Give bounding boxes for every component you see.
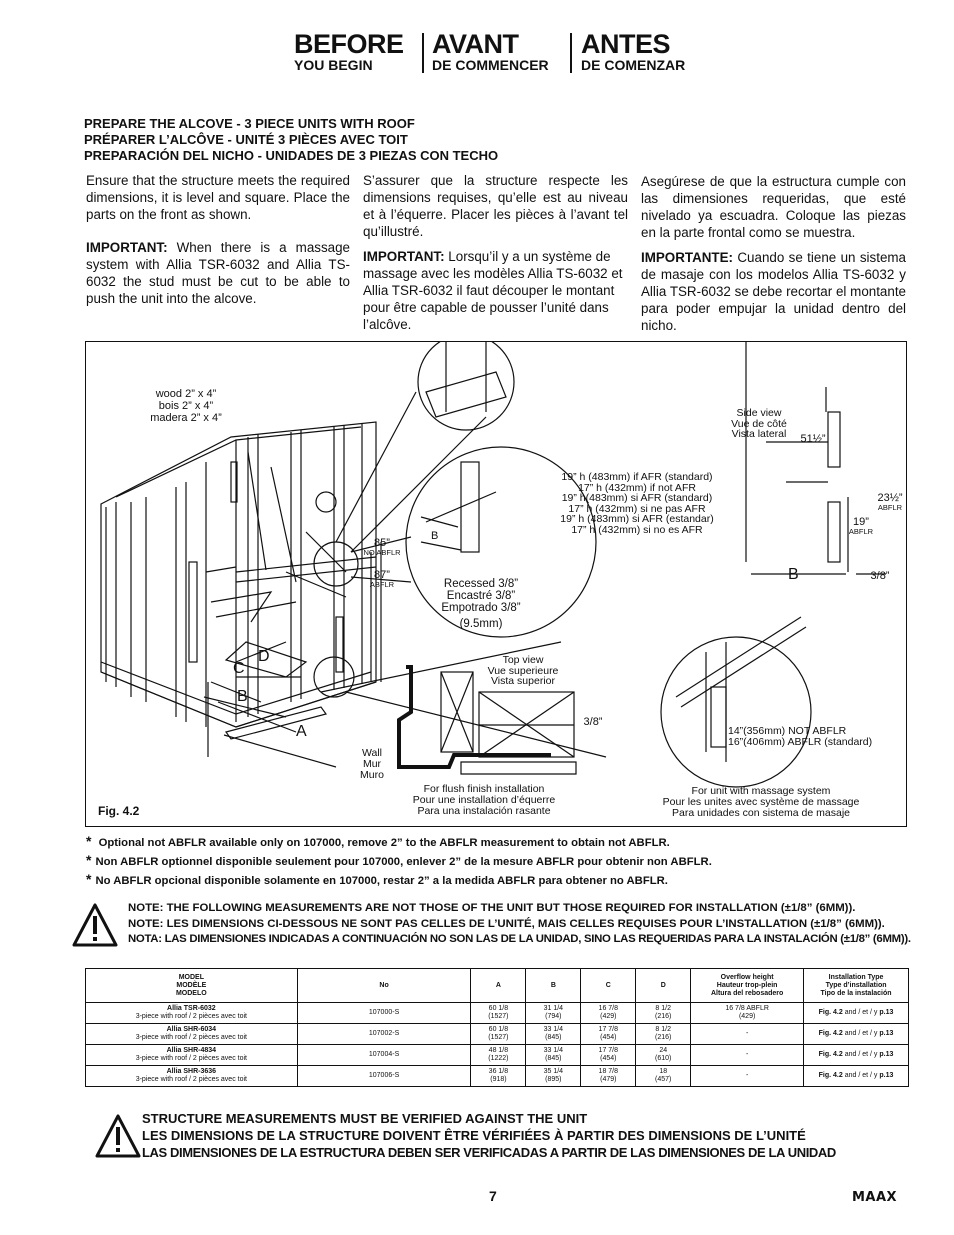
column-es-intro: Asegúrese de que la estructura cumple con las dimensiones requeridas, que esté nivelado ya escuadra. Coloque las piezas en la parte frontal como se muestra. <box>641 174 906 240</box>
recessed-label <box>426 578 536 630</box>
table-header-row <box>86 969 909 1003</box>
cell-c <box>581 1024 636 1045</box>
header-de-comenzar: DE COMENZAR <box>581 57 686 73</box>
section-title-fr: PRÉPARER L’ALCÔVE - UNITÉ 3 PIÈCES AVEC TOIT <box>84 132 408 147</box>
massage-dim-1: 14”(356mm) NOT ABFLR <box>728 725 847 737</box>
cell-d <box>636 1045 691 1066</box>
massage-es: Para unidades con sistema de masaje <box>671 807 851 819</box>
column-fr <box>363 172 628 349</box>
important-text: Cuando se tiene un sistema de masaje con los modelos Allia TS-6032 y Allia TSR-6032 se debe recortar el montante para poder empujar la unidad dentro del nicho. <box>641 250 906 333</box>
important-text: When there is a massage system with Allia TSR-6032 and Allia TS-6032 the stud must be cut to be able to push the unit into the alcove. <box>86 240 350 306</box>
cell-a <box>471 1024 526 1045</box>
value-in: 48 1/8 <box>488 1047 509 1054</box>
top-view-en: Top view <box>502 654 544 666</box>
model-desc: 3-piece with roof / 2 pièces avec toit <box>135 1076 247 1083</box>
dim-85: 85” <box>374 537 390 549</box>
massage-dims <box>728 726 906 748</box>
side-38: 3/8” <box>870 570 890 582</box>
cell-no: 107004-S <box>297 1045 471 1066</box>
top-view-fr: Vue superieure <box>487 664 559 677</box>
header-model-en: MODEL <box>178 973 204 981</box>
letter-b: B <box>237 688 248 705</box>
column-fr-important <box>363 248 628 333</box>
side-b-letter: B <box>788 566 799 583</box>
value-in: 33 1/4 <box>543 1047 564 1054</box>
value-in: 18 7/8 <box>598 1068 619 1075</box>
page-ref: p.13 <box>879 1030 894 1037</box>
cell-install <box>804 1024 909 1045</box>
letter-d: D <box>258 648 270 665</box>
dim-87-sub: ABFLR <box>369 580 395 589</box>
sep: and / et / y <box>844 1030 878 1037</box>
cell-install <box>804 1045 909 1066</box>
cell-d <box>636 1066 691 1087</box>
wall-fr: Mur <box>362 758 382 770</box>
model-desc: 3-piece with roof / 2 pièces avec toit <box>135 1034 247 1041</box>
verify-warning <box>142 1110 922 1161</box>
verify-fr: LES DIMENSIONS DE LA STRUCTURE DOIVENT ÊTRE VÉRIFIÉES À PARTIR DES DIMENSIONS DE L’UNITÉ <box>142 1128 806 1143</box>
wall-es: Muro <box>360 769 384 781</box>
table-row <box>86 1045 909 1066</box>
cell-model <box>86 1024 298 1045</box>
asterisk: * <box>86 852 92 868</box>
recessed-fr: Encastré 3/8” <box>446 590 516 602</box>
dim-19-label <box>846 516 876 536</box>
value-in: 36 1/8 <box>488 1068 509 1075</box>
model-desc: 3-piece with roof / 2 pièces avec toit <box>135 1013 247 1020</box>
col-b: B <box>526 969 581 1003</box>
value-mm: (429) <box>600 1013 617 1020</box>
note-en: NOTE: THE FOLLOWING MEASUREMENTS ARE NOT THOSE OF THE UNIT BUT THOSE REQUIRED FOR INSTALLATION (±1/8” (6MM)). <box>128 902 856 914</box>
col-no: No <box>297 969 471 1003</box>
value-in: 33 1/4 <box>543 1026 564 1033</box>
footnotes <box>86 834 906 888</box>
cell-a <box>471 1003 526 1024</box>
cell-overflow <box>691 1045 804 1066</box>
cell-c <box>581 1045 636 1066</box>
footnote-en-text: Optional not ABFLR available only on 107000, remove 2” to the ABFLR measurement to obtain not ABFLR. <box>98 837 670 849</box>
recessed-mm: (9.5mm) <box>459 618 503 630</box>
massage-dim-2: 16”(406mm) ABFLR (standard) <box>728 736 873 748</box>
sep: and / et / y <box>844 1009 878 1016</box>
asterisk: * <box>86 833 92 849</box>
recessed-es: Empotrado 3/8” <box>441 602 521 614</box>
side-view-fr: Vue de côté <box>731 417 787 430</box>
figure-4-2 <box>85 341 907 827</box>
verify-en: STRUCTURE MEASUREMENTS MUST BE VERIFIED AGAINST THE UNIT <box>142 1111 588 1126</box>
flush-en: For flush finish installation <box>423 783 545 795</box>
table-row <box>86 1024 909 1045</box>
cell-overflow <box>691 1024 804 1045</box>
fig-ref: Fig. 4.2 <box>818 1072 843 1079</box>
value-in: 31 1/4 <box>543 1005 564 1012</box>
model-table <box>85 968 909 1087</box>
header-de-commencer: DE COMMENCER <box>432 57 549 73</box>
value-in: 35 1/4 <box>543 1068 564 1075</box>
detail-b-letter: B <box>431 530 439 542</box>
table-row <box>86 1003 909 1024</box>
column-es-important <box>641 249 906 334</box>
measurement-notes <box>128 901 928 948</box>
wood-label-es: madera 2” x 4” <box>150 412 222 424</box>
section-title-en: PREPARE THE ALCOVE - 3 PIECE UNITS WITH ROOF <box>84 116 415 131</box>
wood-label-en: wood 2” x 4” <box>155 388 217 400</box>
header-divider <box>570 33 572 73</box>
header-overflow-es: Altura del rebosadero <box>710 989 784 997</box>
fig-ref: Fig. 4.2 <box>818 1030 843 1037</box>
sep: and / et / y <box>844 1072 878 1079</box>
afr-line: 17” h (432mm) si no es AFR <box>571 523 703 536</box>
value-in: 60 1/8 <box>488 1005 509 1012</box>
header-install-es: Tipo de la instalación <box>820 989 892 997</box>
afr-line: 19” h(483mm) si AFR (standard) <box>561 492 713 504</box>
cell-a <box>471 1045 526 1066</box>
afr-height-list <box>552 472 722 535</box>
section-title <box>84 116 498 164</box>
important-text: Lorsqu’il y a un système de massage avec les modèles Allia TS-6032 et Allia TSR-6032 il faut découper le montant pour être capable de pousser l’unité dans l’alcôve. <box>363 249 623 332</box>
header-install-fr: Type d’installation <box>825 981 887 989</box>
header-model-fr: MODÈLE <box>176 981 207 989</box>
note-es: NOTA: LAS DIMENSIONES INDICADAS A CONTINUACIÓN NO SON LAS DE LA UNIDAD, SINO LAS REQUERIDAS PARA LA INSTALACIÓN (±1/8” (6MM)). <box>128 933 911 945</box>
col-install <box>804 969 909 1003</box>
sep: and / et / y <box>844 1051 878 1058</box>
wood-label <box>136 388 236 424</box>
dim-51: 51½” <box>800 433 826 445</box>
column-en <box>86 172 350 323</box>
table-row <box>86 1066 909 1087</box>
value-mm: (216) <box>655 1034 672 1041</box>
dim-85-label <box>362 537 402 557</box>
cell-a <box>471 1066 526 1087</box>
wood-label-fr: bois 2” x 4” <box>158 400 214 412</box>
flush-label <box>404 784 564 817</box>
model-name: Allia TSR-6032 <box>167 1005 216 1012</box>
value-mm: (454) <box>600 1055 617 1062</box>
overflow-value: 16 7/8 ABFLR <box>725 1005 769 1012</box>
header-you-begin: YOU BEGIN <box>294 57 373 73</box>
value-mm: (479) <box>600 1076 617 1083</box>
model-name: Allia SHR-6034 <box>166 1026 217 1033</box>
value-mm: (845) <box>545 1034 562 1041</box>
cell-no: 107006-S <box>297 1066 471 1087</box>
value-in: 16 7/8 <box>598 1005 619 1012</box>
massage-en: For unit with massage system <box>691 785 831 797</box>
dim-23: 23½” <box>877 492 903 504</box>
page-ref: p.13 <box>879 1051 894 1058</box>
figure-caption: Fig. 4.2 <box>98 804 140 818</box>
dim-87-label <box>362 569 402 589</box>
cell-b <box>526 1066 581 1087</box>
important-label: IMPORTANTE: <box>641 250 733 265</box>
top-view-label <box>479 655 567 687</box>
col-model <box>86 969 298 1003</box>
dim-87: 87” <box>374 569 390 581</box>
cell-b <box>526 1003 581 1024</box>
value-mm: (794) <box>545 1013 562 1020</box>
value-mm: (895) <box>545 1076 562 1083</box>
value-mm: (454) <box>600 1034 617 1041</box>
cell-overflow <box>691 1066 804 1087</box>
dim-85-sub: NO ABFLR <box>363 548 401 557</box>
value-mm: (610) <box>655 1055 672 1062</box>
cell-overflow <box>691 1003 804 1024</box>
page-number: 7 <box>489 1188 497 1204</box>
cell-c <box>581 1003 636 1024</box>
top-38: 3/8” <box>583 716 603 728</box>
col-a: A <box>471 969 526 1003</box>
afr-line: 19” h (483mm) if AFR (standard) <box>561 471 713 483</box>
note-fr: NOTE: LES DIMENSIONS CI-DESSOUS NE SONT PAS CELLES DE L’UNITÉ, MAIS CELLES REQUISES POUR L’INSTALLATION (±1/8” (6MM)). <box>128 917 885 930</box>
value-mm: (457) <box>655 1076 672 1083</box>
value-in: 8 1/2 <box>655 1026 671 1033</box>
column-fr-intro: S’assurer que la structure respecte les dimensions requises, qu’elle est au niveau et à l’équerre. Placer les pièces à l’avant tel qu’illustré. <box>363 173 628 239</box>
flush-es: Para una instalación rasante <box>417 805 551 817</box>
afr-line: 17” h (432mm) if not AFR <box>578 481 696 494</box>
recessed-en: Recessed 3/8” <box>443 578 519 590</box>
section-title-es: PREPARACIÓN DEL NICHO - UNIDADES DE 3 PIEZAS CON TECHO <box>84 148 499 163</box>
important-label: IMPORTANT: <box>86 240 168 255</box>
overflow-value: - <box>745 1072 749 1079</box>
column-en-important <box>86 239 350 307</box>
cell-model <box>86 1003 298 1024</box>
dim-19: 19” <box>853 516 869 528</box>
important-label: IMPORTANT: <box>363 249 445 264</box>
afr-line: 17” h (432mm) si ne pas AFR <box>568 502 706 515</box>
wall-label <box>354 748 390 781</box>
verify-es: LAS DIMENSIONES DE LA ESTRUCTURA DEBEN SER VERIFICADAS A PARTIR DE LAS DIMENSIONES DE LA UNIDAD <box>142 1145 836 1160</box>
warning-triangle-icon <box>72 903 118 947</box>
footnote-fr-text: Non ABFLR optionnel disponible seulement pour 107000, enlever 2” de la mesure ABFLR pour obtenir non ABFLR. <box>95 856 712 868</box>
maax-logo: MAAX <box>852 1190 898 1205</box>
cell-no: 107000-S <box>297 1003 471 1024</box>
column-es <box>641 173 906 350</box>
value-mm: (845) <box>545 1055 562 1062</box>
dim-23-sub: ABFLR <box>877 503 903 512</box>
header-avant: AVANT <box>432 29 519 59</box>
value-mm: (216) <box>655 1013 672 1020</box>
header-before: BEFORE <box>294 29 404 59</box>
side-view-en: Side view <box>736 407 782 419</box>
asterisk: * <box>86 871 92 887</box>
value-mm: (1527) <box>488 1034 509 1041</box>
page-ref: p.13 <box>879 1009 894 1016</box>
cell-install <box>804 1003 909 1024</box>
flush-fr: Pour une installation d’équerre <box>412 794 556 806</box>
fig-ref: Fig. 4.2 <box>818 1009 843 1016</box>
fig-ref: Fig. 4.2 <box>818 1051 843 1058</box>
col-d: D <box>636 969 691 1003</box>
header-model-es: MODELO <box>175 989 207 997</box>
alcove-frame-outline <box>101 422 376 727</box>
value-in: 8 1/2 <box>655 1005 671 1012</box>
value-mm: (1222) <box>488 1055 509 1062</box>
warning-triangle-icon <box>95 1114 141 1158</box>
overflow-mm: (429) <box>738 1013 756 1020</box>
overflow-value: - <box>745 1030 749 1037</box>
letter-a: A <box>296 723 307 740</box>
model-desc: 3-piece with roof / 2 pièces avec toit <box>135 1055 247 1062</box>
massage-label <box>646 786 876 819</box>
cell-b <box>526 1024 581 1045</box>
value-in: 17 7/8 <box>598 1047 619 1054</box>
header-antes: ANTES <box>581 29 671 59</box>
overflow-value: - <box>745 1051 749 1058</box>
afr-line: 19” h (483mm) si AFR (estandar) <box>560 513 714 525</box>
header-install-en: Installation Type <box>828 973 884 981</box>
cell-no: 107002-S <box>297 1024 471 1045</box>
top-view-es: Vista superior <box>490 675 555 687</box>
side-view-label <box>721 408 797 440</box>
footnote-es-text: No ABFLR opcional disponible solamente en 107000, restar 2” a la medida ABFLR para obtener no ABFLR. <box>95 875 668 887</box>
side-view-es: Vista lateral <box>731 428 787 440</box>
col-overflow <box>691 969 804 1003</box>
value-in: 17 7/8 <box>598 1026 619 1033</box>
footnote-en <box>86 834 906 850</box>
value-mm: (1527) <box>488 1013 509 1020</box>
value-in: 60 1/8 <box>488 1026 509 1033</box>
column-en-intro: Ensure that the structure meets the required dimensions, it is level and square. Place the parts on the front as shown. <box>86 173 350 222</box>
value-in: 24 <box>659 1047 668 1054</box>
massage-fr: Pour les unites avec système de massage <box>662 796 860 808</box>
cell-install <box>804 1066 909 1087</box>
cell-model <box>86 1066 298 1087</box>
value-in: 18 <box>659 1068 668 1075</box>
cell-model <box>86 1045 298 1066</box>
header-overflow-fr: Hauteur trop-plein <box>716 981 778 989</box>
footnote-es <box>86 872 906 888</box>
model-name: Allia SHR-3636 <box>166 1068 217 1075</box>
dim-23-label <box>872 492 908 512</box>
cell-d <box>636 1024 691 1045</box>
letter-c: C <box>233 660 245 677</box>
model-name: Allia SHR-4834 <box>166 1047 217 1054</box>
page-ref: p.13 <box>879 1072 894 1079</box>
dim-19-sub: ABFLR <box>848 527 874 536</box>
col-c: C <box>581 969 636 1003</box>
cell-d <box>636 1003 691 1024</box>
header-overflow-en: Overflow height <box>720 973 774 981</box>
value-mm: (918) <box>490 1076 507 1083</box>
cell-b <box>526 1045 581 1066</box>
cell-c <box>581 1066 636 1087</box>
wall-en: Wall <box>361 747 383 759</box>
footnote-fr <box>86 853 906 869</box>
header-divider <box>422 33 424 73</box>
